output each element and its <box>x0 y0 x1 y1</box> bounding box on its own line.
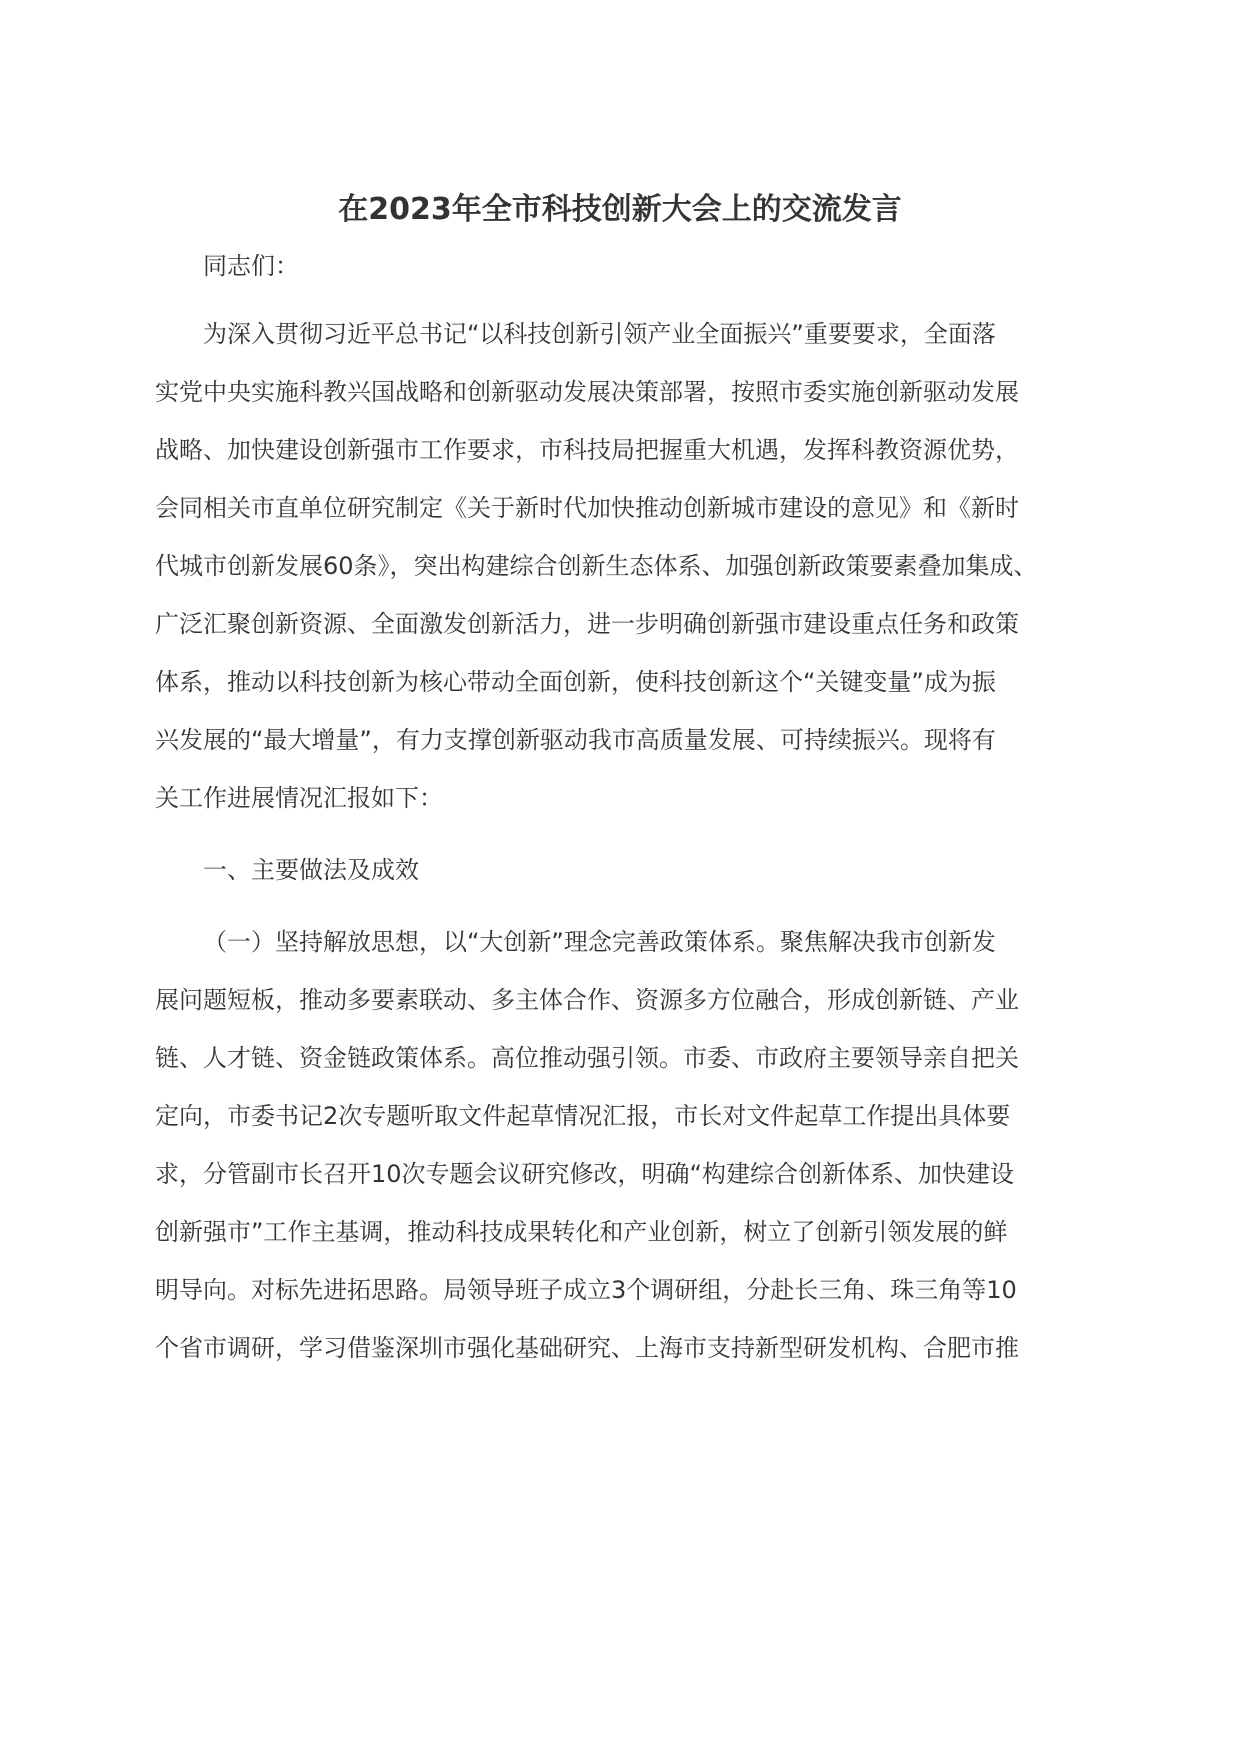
paragraph-line: 为深入贯彻习近平总书记“以科技创新引领产业全面振兴”重要要求，全面落 <box>203 320 996 348</box>
paragraph-line: 个省市调研，学习借鉴深圳市强化基础研究、上海市支持新型研发机构、合肥市推 <box>155 1334 1019 1362</box>
paragraph-line: 战略、加快建设创新强市工作要求，市科技局把握重大机遇，发挥科教资源优势， <box>155 436 1019 464</box>
paragraph-line: 定向，市委书记2次专题听取文件起草情况汇报，市长对文件起草工作提出具体要 <box>155 1102 1011 1130</box>
paragraph-line: 代城市创新发展60条》，突出构建综合创新生态体系、加强创新政策要素叠加集成、 <box>155 552 1038 580</box>
paragraph-line: 体系，推动以科技创新为核心带动全面创新，使科技创新这个“关键变量”成为振 <box>155 668 996 696</box>
paragraph-line: 实党中央实施科教兴国战略和创新驱动发展决策部署，按照市委实施创新驱动发展 <box>155 378 1019 406</box>
paragraph-line: 展问题短板，推动多要素联动、多主体合作、资源多方位融合，形成创新链、产业 <box>155 986 1019 1014</box>
paragraph-line: 求，分管副市长召开10次专题会议研究修改，明确“构建综合创新体系、加快建设 <box>155 1160 1014 1188</box>
section-heading: 一、主要做法及成效 <box>203 856 419 884</box>
paragraph-line: 广泛汇聚创新资源、全面激发创新活力，进一步明确创新强市建设重点任务和政策 <box>155 610 1019 638</box>
salutation: 同志们： <box>203 252 299 280</box>
paragraph-line: 关工作进展情况汇报如下： <box>155 784 443 812</box>
paragraph-line: 创新强市”工作主基调，推动科技成果转化和产业创新，树立了创新引领发展的鲜 <box>155 1218 1008 1246</box>
document-title: 在2023年全市科技创新大会上的交流发言 <box>338 192 902 227</box>
paragraph-line: 链、人才链、资金链政策体系。高位推动强引领。市委、市政府主要领导亲自把关 <box>155 1044 1019 1072</box>
paragraph-line: （一）坚持解放思想，以“大创新”理念完善政策体系。聚焦解决我市创新发 <box>203 928 996 956</box>
paragraph-line: 兴发展的“最大增量”，有力支撑创新驱动我市高质量发展、可持续振兴。现将有 <box>155 726 996 754</box>
paragraph-line: 明导向。对标先进拓思路。局领导班子成立3个调研组，分赴长三角、珠三角等10 <box>155 1276 1017 1304</box>
paragraph-line: 会同相关市直单位研究制定《关于新时代加快推动创新城市建设的意见》和《新时 <box>155 494 1019 522</box>
